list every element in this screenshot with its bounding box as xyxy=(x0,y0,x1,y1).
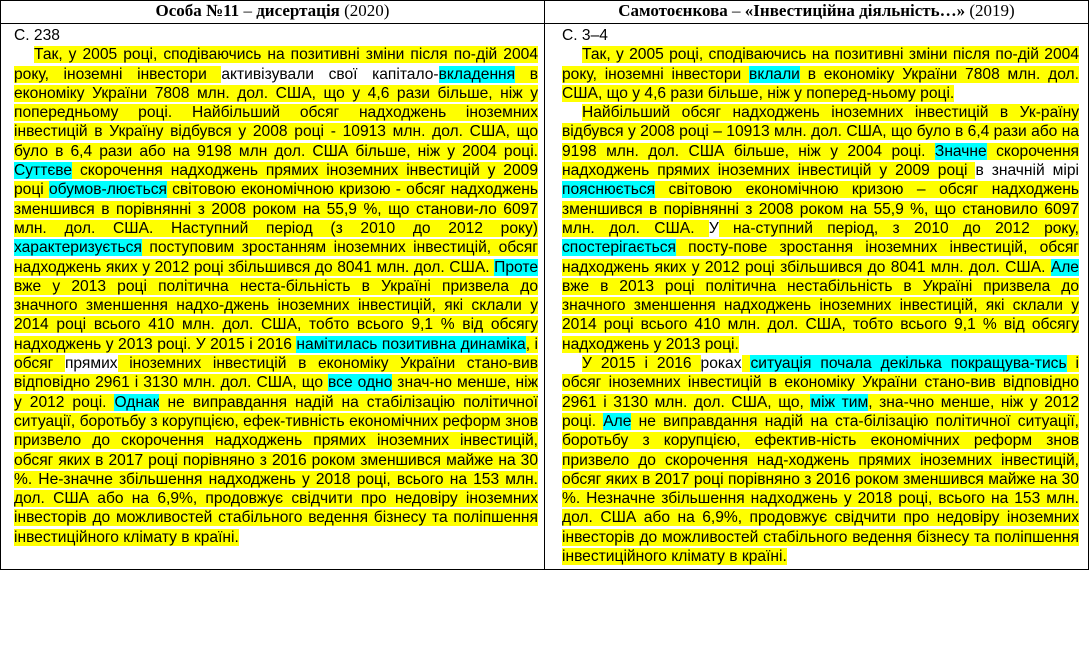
right-work-title: «Інвестиційна діяльність…» xyxy=(744,1,966,20)
changed-phrase: пояснюється xyxy=(562,181,656,199)
unhighlighted-phrase: роках xyxy=(700,355,742,373)
changed-phrase: Але xyxy=(603,412,632,430)
unhighlighted-phrase: активізували свої капітало- xyxy=(221,65,439,83)
right-text-cell xyxy=(545,24,1089,570)
matching-text: вже у 2013 році політична неста-більність в Україні призвела до значного зменшення надхо-джень іноземних інвестицій, які склали у 2014 році всього 410 млн. дол. США, тобто всього 9,1 % від обсягу надходжень у 2013 році. У 2015 і 2016 xyxy=(14,277,538,353)
right-paragraph xyxy=(562,354,1079,566)
changed-phrase: спостерігається xyxy=(562,239,676,257)
changed-phrase: Але xyxy=(1050,258,1079,276)
right-header xyxy=(545,1,1089,24)
matching-text: Так, у 2005 році, сподіваючись на позитивні зміни після по-дій 2004 року, іноземні інвестори xyxy=(562,46,1079,83)
matching-text: Так, у 2005 році, сподіваючись на позитивні зміни після по-дій 2004 року, іноземні інвестори xyxy=(14,46,538,83)
left-work-type: дисертація xyxy=(256,1,340,20)
changed-phrase: все одно xyxy=(328,374,393,392)
left-text-cell xyxy=(1,24,545,570)
content-row xyxy=(1,24,1089,570)
changed-phrase: вклали xyxy=(749,65,800,83)
matching-text: світовою економічною кризою – обсяг надходжень зменшився в порівнянні з 2008 роком на 55,9 %, що становило 6097 млн. дол. США. xyxy=(562,181,1079,237)
right-paragraph xyxy=(562,103,1079,354)
changed-phrase: характеризується xyxy=(14,239,142,257)
matching-text: на-ступний період, з 2010 до 2012 року, xyxy=(718,219,1079,237)
right-author: Самотоєнкова xyxy=(618,1,728,20)
matching-text: знач-но менше, ніж у 2012 році. xyxy=(14,374,538,411)
right-year: (2019) xyxy=(965,1,1015,20)
right-paragraph xyxy=(562,45,1079,103)
matching-text: У 2015 і 2016 xyxy=(582,355,701,373)
unhighlighted-phrase: прямих xyxy=(64,355,118,373)
changed-phrase: ситуація почала декілька покращува-тись xyxy=(750,355,1067,373)
changed-phrase: Суттєве xyxy=(14,162,73,180)
left-year: (2020) xyxy=(339,1,390,20)
left-paragraph xyxy=(14,45,538,547)
matching-text: посту-пове зростання іноземних інвестицій, обсяг надходжень яких у 2012 році збільшився до 8041 млн. дол. США. xyxy=(562,239,1079,276)
changed-phrase: Проте xyxy=(494,258,538,276)
matching-text: скорочення надходжень прямих іноземних інвестицій у 2009 році xyxy=(14,162,538,199)
matching-text: в економіку України 7808 млн. дол. США, що у 4,6 рази більше, ніж у попередньому році. Найбільший обсяг надходжень іноземних інвестицій в Україну відбувся у 2008 році - 10913 млн. дол. США, що було в 6,4 рази або на 9198 млн дол. США більше, ніж у 2004 році. xyxy=(14,65,538,160)
matching-text: , і обсяг xyxy=(14,335,538,373)
changed-phrase: вкладення xyxy=(438,65,516,83)
left-separator: – xyxy=(239,1,257,20)
changed-phrase: між тим xyxy=(810,393,869,411)
right-page-ref: С. 3–4 xyxy=(562,27,608,44)
changed-phrase: обумов-люється xyxy=(48,181,167,199)
matching-text: і обсяг іноземних інвестицій в економіку України стано-вив відповідно 2961 і 3130 млн. дол. США, що, xyxy=(562,355,1079,411)
changed-phrase: Значне xyxy=(934,142,987,160)
unhighlighted-phrase: У xyxy=(708,219,719,237)
left-header xyxy=(1,1,545,24)
matching-text: не виправдання надій на стабілізацію політичної ситуації, боротьбу з корупцією, ефек-тивність економічних реформ знов призвело до скорочення надходжень прямих іноземних інвестицій, обсяг яких в 2017 році порівняно з 2016 роком зменшився майже на 30 %. Не-значне збільшення надходжень у 2018 році, всього на 153 млн. дол. США або на 6,9%, продовжує свідчити про недовіру іноземних інвесторів до можливостей стабільного ведення бізнесу та поліпшення інвестиційного клімату в країні. xyxy=(14,393,538,546)
left-page-ref: С. 238 xyxy=(14,27,60,44)
header-row xyxy=(1,1,1089,24)
matching-text: Найбільший обсяг надходжень іноземних інвестицій в Ук-раїну відбувся у 2008 році – 10913 млн. дол. США, що було в 6,4 рази або на 9198 млн. дол. США більше, ніж у 2004 році. xyxy=(562,104,1079,160)
matching-text: скорочення надходжень прямих іноземних інвестицій у 2009 році xyxy=(562,142,1080,180)
matching-text: , зна-чно менше, ніж у 2012 році. xyxy=(562,393,1079,430)
matching-text: в економіку України 7808 млн. дол. США, що у 4,6 рази більше, ніж у поперед-ньому році. xyxy=(562,65,1079,102)
left-author: Особа №11 xyxy=(155,1,240,20)
right-separator: – xyxy=(727,1,745,20)
right-paragraphs xyxy=(562,45,1079,566)
matching-text: іноземних інвестицій в економіку України стано-вив відповідно 2961 і 3130 млн. дол. США, що xyxy=(14,355,538,392)
changed-phrase: Однак xyxy=(114,393,160,411)
matching-text: поступовим зростанням іноземних інвестицій, обсяг надходжень яких у 2012 році збільшився до 8041 млн. дол. США. xyxy=(14,239,538,276)
matching-text: світовою економічною кризою - обсяг надходжень зменшився в порівнянні з 2008 роком на 55,9 %, що станови-ло 6097 млн. дол. США. Наступний період (з 2010 до 2012 року) xyxy=(14,181,538,237)
matching-text: вже в 2013 році політична нестабільність в Україні призвела до значного зменшення надходжень іноземних інвестицій, які склали у 2014 році всього 410 млн. дол. США, тобто всього 9,1 % від обсягу надходжень у 2013 році. xyxy=(562,277,1079,353)
changed-phrase: намітилась позитивна динаміка xyxy=(296,335,526,353)
matching-text: не виправдання надій на ста-білізацію політичної ситуації, боротьбу з корупцією, ефектив-ність економічних реформ знов призвело до скорочення над-ходжень прямих іноземних інвестицій, обсяг яких в 2017 році порівняно з 2016 роком зменшився майже на 30 %. Незначне збільшення надходжень у 2018 році, всього на 153 млн. дол. США або на 6,9%, продовжує свідчити про недовіру іноземних інвесторів до можливостей стабільного ведення бізнесу та поліпшення інвестиційного клімату в країні. xyxy=(562,412,1079,566)
unhighlighted-phrase: в значній мірі xyxy=(975,162,1079,180)
